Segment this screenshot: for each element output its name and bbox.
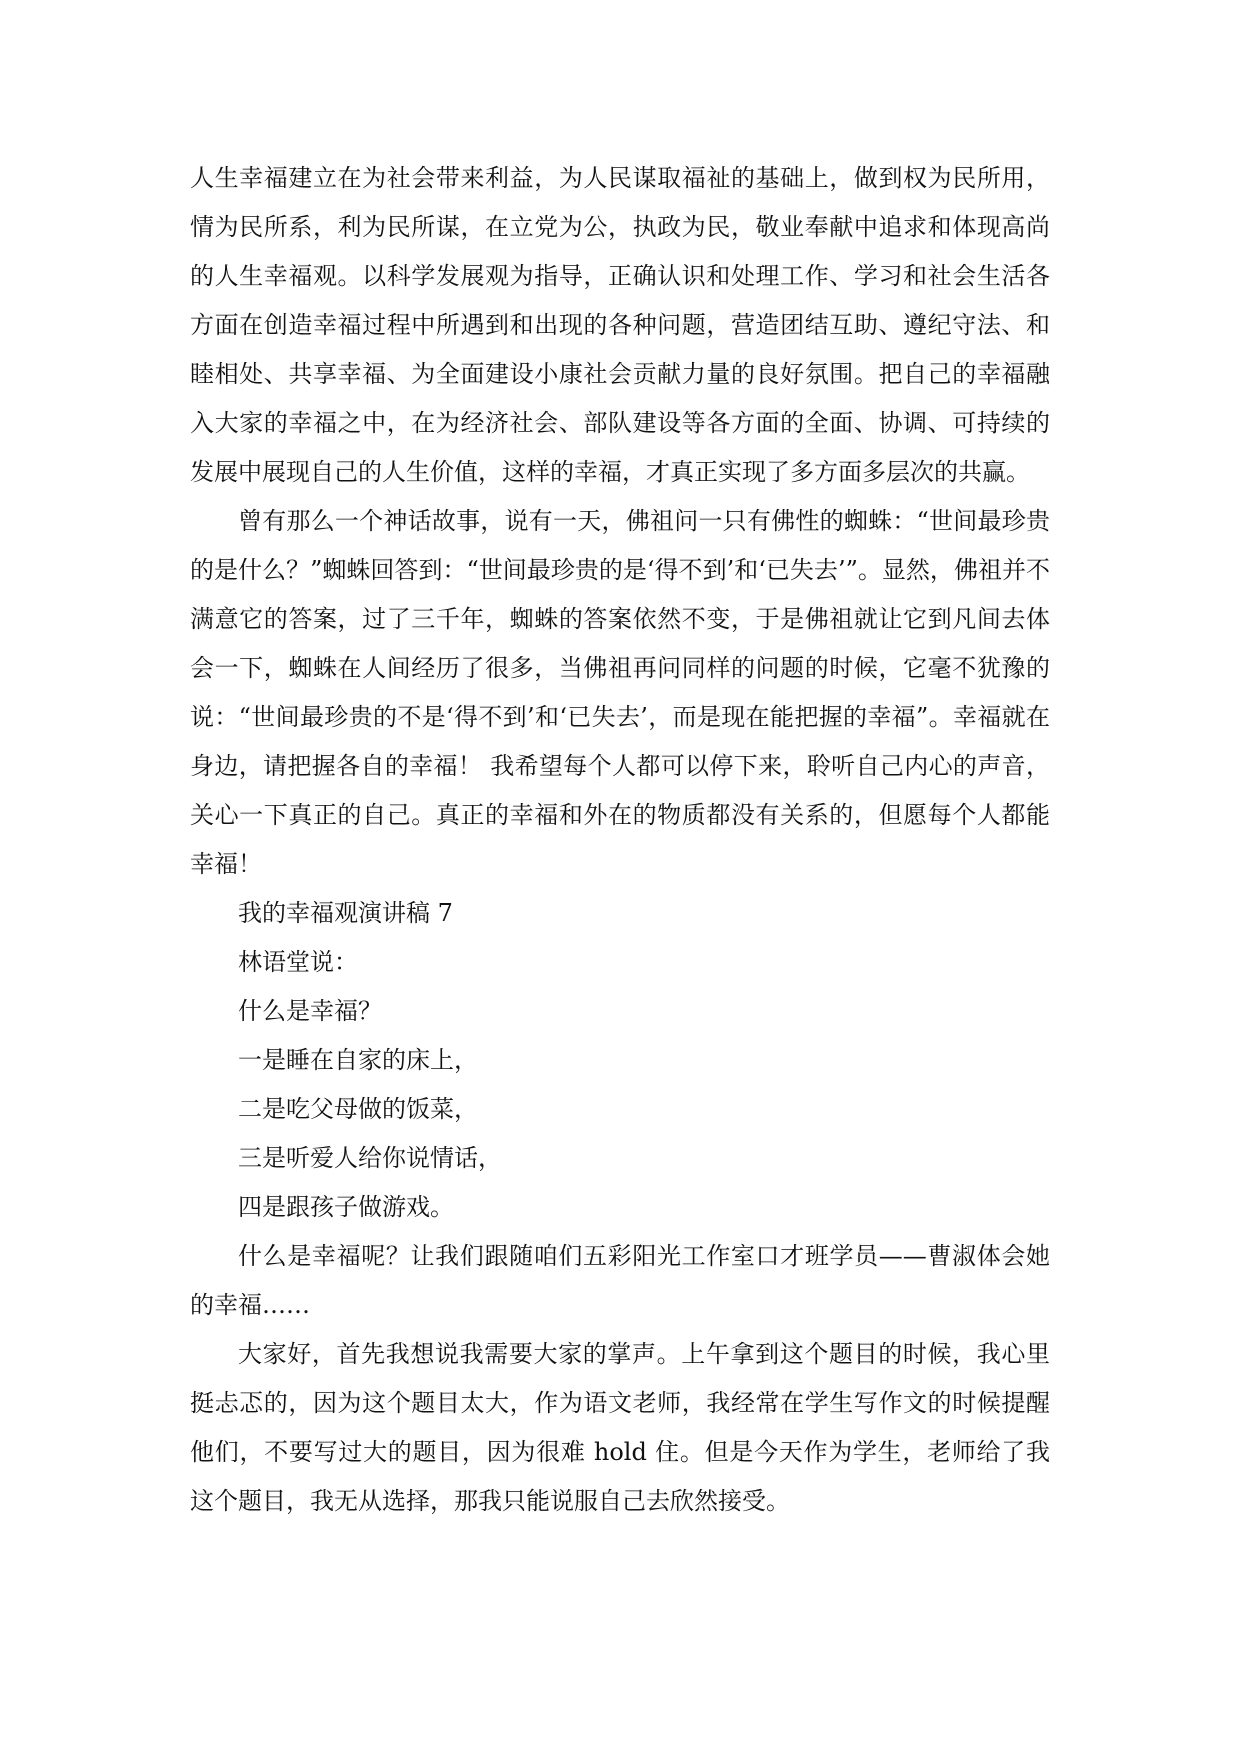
- quote-attribution: 林语堂说：: [238, 948, 358, 976]
- paragraph-speech-opening: 大家好，首先我想说我需要大家的掌声。上午拿到这个题目的时候，我心里挺忐忑的，因为这个题目太大，作为语文老师，我经常在学生写作文的时候提醒他们，不要写过大的题目，因为很难 hold 住。但是今天作为学生，老师给了我这个题目，我无从选择，那我只能说服自己去欣然接受。: [190, 1340, 1050, 1515]
- paragraph-intro: 什么是幸福呢？让我们跟随咱们五彩阳光工作室口才班学员——曹淑体会她的幸福……: [190, 1242, 1050, 1319]
- quote-line: 二是吃父母做的饭菜，: [238, 1095, 478, 1123]
- quote-line: 三是听爱人给你说情话，: [238, 1144, 502, 1172]
- document-body: [190, 154, 1050, 1526]
- section-heading: 我的幸福观演讲稿 7: [238, 899, 453, 927]
- quote-line: 什么是幸福？: [238, 997, 382, 1025]
- paragraph-spider-story: 曾有那么一个神话故事，说有一天，佛祖问一只有佛性的蜘蛛：“世间最珍贵的是什么？”蜘蛛回答到：“世间最珍贵的是‘得不到’和‘已失去’”。显然，佛祖并不满意它的答案，过了三千年，蜘蛛的答案依然不变，于是佛祖就让它到凡间去体会一下，蜘蛛在人间经历了很多，当佛祖再问同样的问题的时候，它毫不犹豫的说：“世间最珍贵的不是‘得不到’和‘已失去’，而是现在能把握的幸福”。幸福就在身边，请把握各自的幸福！ 我希望每个人都可以停下来，聆听自己内心的声音，关心一下真正的自己。真正的幸福和外在的物质都没有关系的，但愿每个人都能幸福！: [190, 507, 1050, 878]
- quote-line: 四是跟孩子做游戏。: [238, 1193, 454, 1221]
- paragraph-continuation: 人生幸福建立在为社会带来利益，为人民谋取福祉的基础上，做到权为民所用，情为民所系，利为民所谋，在立党为公，执政为民，敬业奉献中追求和体现高尚的人生幸福观。以科学发展观为指导，正确认识和处理工作、学习和社会生活各方面在创造幸福过程中所遇到和出现的各种问题，营造团结互助、遵纪守法、和睦相处、共享幸福、为全面建设小康社会贡献力量的良好氛围。把自己的幸福融入大家的幸福之中，在为经济社会、部队建设等各方面的全面、协调、可持续的发展中展现自己的人生价值，这样的幸福，才真正实现了多方面多层次的共赢。: [190, 164, 1050, 486]
- quote-line: 一是睡在自家的床上，: [238, 1046, 478, 1074]
